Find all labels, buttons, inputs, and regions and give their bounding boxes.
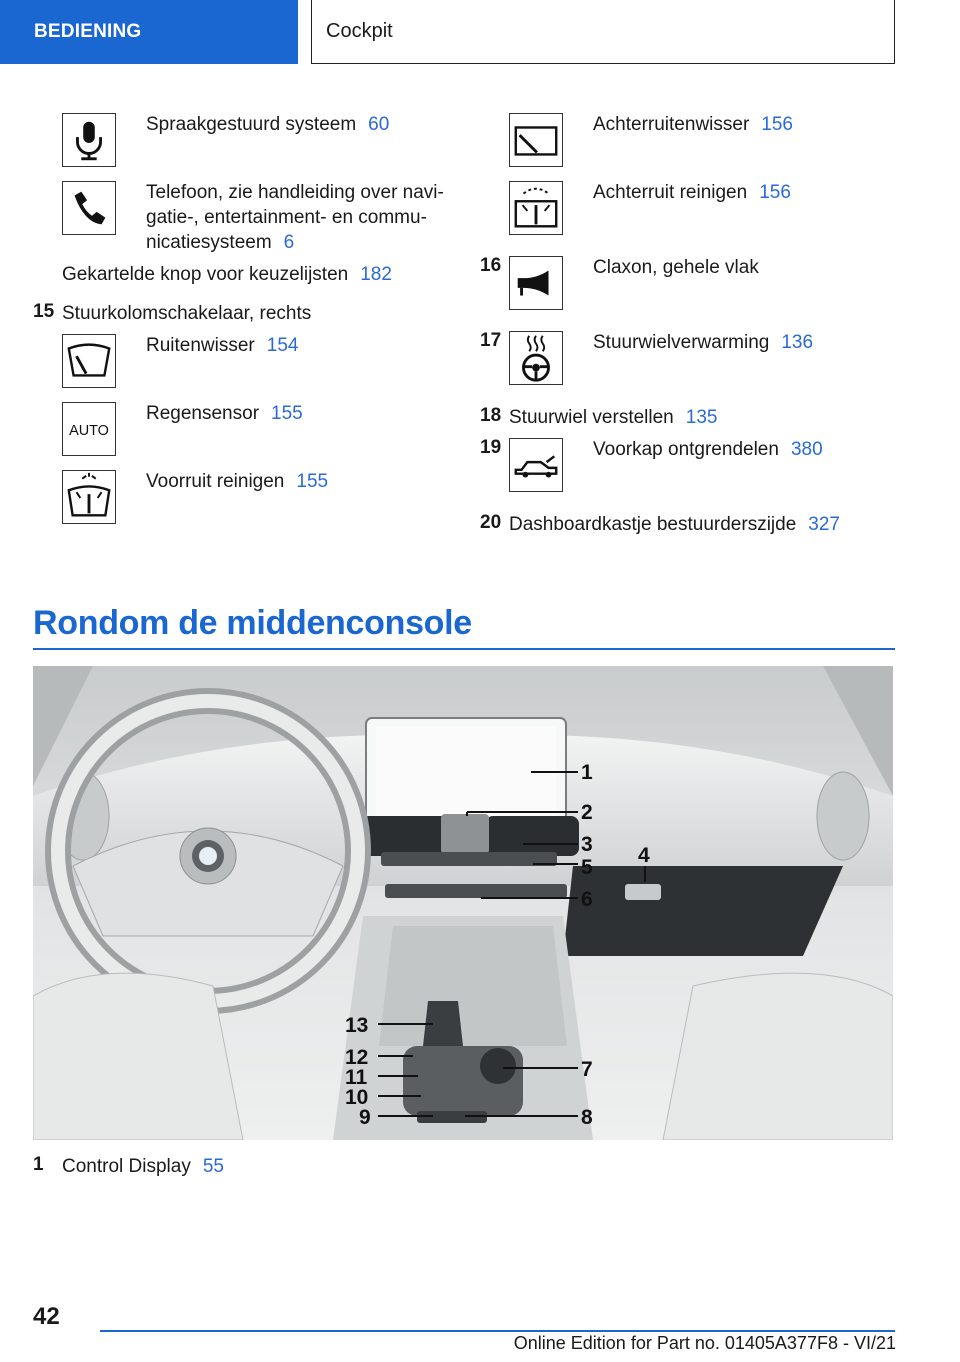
chapter-label: Cockpit	[326, 20, 393, 42]
item-number: 16	[480, 255, 502, 276]
item-label-line: gatie-, entertainment- en commu-	[146, 207, 427, 228]
legend-number: 1	[33, 1154, 44, 1175]
callout-3: 3	[581, 833, 593, 856]
callout-8: 8	[581, 1106, 593, 1129]
item-label-line: Telefoon, zie handleiding over navi-	[146, 182, 444, 203]
phone-handset-icon	[62, 181, 116, 235]
item-label: Claxon, gehele vlak	[593, 257, 759, 278]
section-divider	[33, 648, 895, 650]
item-label: Ruitenwisser	[146, 335, 255, 356]
page-reference-link[interactable]: 154	[266, 335, 299, 356]
callout-9: 9	[359, 1106, 371, 1129]
item-label-line: nicatiesysteem	[146, 232, 272, 253]
callout-1: 1	[581, 761, 593, 784]
section-tab	[0, 0, 298, 64]
footer-divider	[100, 1330, 895, 1332]
callout-4: 4	[638, 844, 650, 867]
item-label: Regensensor	[146, 403, 260, 424]
list-item	[62, 262, 392, 287]
page-reference-link[interactable]: 327	[808, 514, 840, 535]
item-number: 19	[480, 437, 502, 458]
callout-11: 11	[345, 1066, 368, 1089]
page-reference-link[interactable]: 156	[759, 182, 791, 203]
auto-label: AUTO	[69, 422, 109, 439]
callout-6: 6	[581, 888, 593, 911]
windscreen-washer-icon	[62, 470, 116, 524]
item-label: Gekartelde knop voor keuzelijsten	[62, 264, 349, 285]
item-number: 15	[33, 301, 55, 322]
item-number: 17	[480, 330, 502, 351]
windscreen-wiper-icon	[62, 334, 116, 388]
item-label: Spraakgestuurd systeem	[146, 114, 357, 135]
item-label: Stuurwielverwarming	[593, 332, 770, 353]
list-item	[146, 112, 389, 137]
steering-wheel-heating-icon	[509, 331, 563, 385]
item-number: 20	[480, 512, 502, 533]
item-label: Control Display	[62, 1156, 191, 1177]
item-label: Voorruit reinigen	[146, 471, 285, 492]
callout-5: 5	[581, 856, 593, 879]
rear-washer-icon	[509, 181, 563, 235]
item-label: Stuurkolomschakelaar, rechts	[62, 303, 312, 324]
list-item	[146, 469, 328, 494]
item-number: 18	[480, 405, 502, 426]
horn-icon	[509, 256, 563, 310]
callout-13: 13	[345, 1014, 369, 1037]
rear-wiper-icon	[509, 113, 563, 167]
chapter-tab	[311, 0, 895, 64]
page-reference-link[interactable]: 136	[781, 332, 814, 353]
list-item	[146, 333, 298, 358]
callout-10: 10	[345, 1086, 369, 1109]
microphone-icon	[62, 113, 116, 167]
page-reference-link[interactable]: 155	[271, 403, 303, 424]
page-reference-link[interactable]: 60	[368, 114, 390, 135]
item-label: Voorkap ontgrendelen	[593, 439, 779, 460]
list-item	[509, 512, 840, 537]
legend-item	[62, 1154, 224, 1179]
callout-7: 7	[581, 1058, 593, 1081]
item-label: Dashboardkastje bestuurderszijde	[509, 514, 797, 535]
callout-12: 12	[345, 1046, 369, 1069]
list-item	[593, 112, 793, 137]
bonnet-release-icon	[509, 438, 563, 492]
list-item	[146, 401, 303, 426]
section-title: Rondom de middenconsole	[33, 604, 472, 642]
page-reference-link[interactable]: 155	[296, 471, 329, 492]
list-item	[593, 330, 813, 355]
list-item	[593, 437, 823, 462]
page-reference-link[interactable]: 156	[761, 114, 793, 135]
page-reference-link[interactable]: 6	[283, 232, 295, 253]
list-item	[509, 405, 717, 430]
cockpit-photo	[33, 666, 893, 1140]
list-item	[146, 180, 444, 255]
page-reference-link[interactable]: 135	[685, 407, 718, 428]
footer-edition: Online Edition for Part no. 01405A377F8 - VI/21	[513, 1333, 896, 1353]
callout-2: 2	[581, 801, 593, 824]
page-reference-link[interactable]: 55	[202, 1156, 224, 1177]
page-reference-link[interactable]: 380	[790, 439, 823, 460]
section-label: BEDIENING	[34, 21, 142, 42]
auto-rain-sensor-icon	[62, 402, 116, 456]
list-item	[593, 180, 791, 205]
page-reference-link[interactable]: 182	[360, 264, 392, 285]
item-label: Achterruit reinigen	[593, 182, 748, 203]
item-label: Achterruitenwisser	[593, 114, 750, 135]
page-number: 42	[33, 1303, 60, 1330]
item-label: Stuurwiel verstellen	[509, 407, 674, 428]
